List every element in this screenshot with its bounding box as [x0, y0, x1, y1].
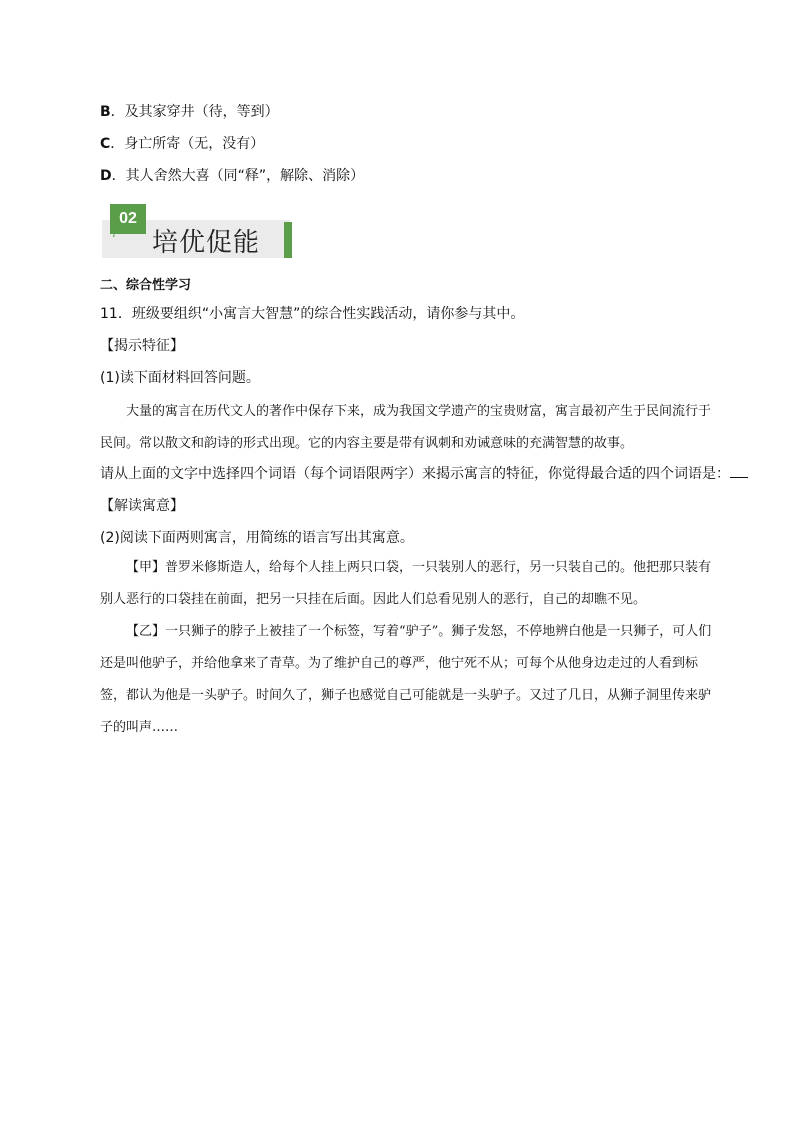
- part2-heading: 【解读寓意】: [100, 498, 184, 514]
- section-heading: 二、综合性学习: [100, 278, 192, 293]
- part1-subquestion: (1)读下面材料回答问题。: [100, 370, 260, 386]
- fable-jia: 【甲】普罗米修斯造人，给每个人挂上两只口袋，一只装别人的恶行，另一只装自己的。他把那只装有别人恶行的口袋挂在前面，把另一只挂在后面。因此人们总看见别人的恶行，自己的却瞧不见。: [100, 560, 712, 607]
- fable-yi: 【乙】一只狮子的脖子上被挂了一个标签，写着“驴子”。狮子发怒，不停地辨白他是一只狮子，可人们还是叫他驴子，并给他拿来了青草。为了维护自己的尊严，他宁死不从；可每个从他身边走过的人看到标签，都认为他是一头驴子。时间久了，狮子也感觉自己可能就是一头驴子。又过了几日，从狮子洞里传来驴子的叫声……: [100, 624, 712, 735]
- option-c: [100, 134, 264, 154]
- banner-hook-icon: ‘: [112, 232, 116, 246]
- option-text: ．身亡所寄（无，没有）: [110, 136, 265, 152]
- option-letter: C: [100, 136, 111, 152]
- part1-heading: 【揭示特征】: [100, 338, 184, 354]
- answer-blank[interactable]: [730, 465, 748, 478]
- part1-passage: 大量的寓言在历代文人的著作中保存下来，成为我国文学遗产的宝贵财富，寓言最初产生于民间流行于民间。常以散文和韵诗的形式出现。它的内容主要是带有讽刺和劝诫意味的充满智慧的故事。: [100, 404, 712, 451]
- option-letter: D: [100, 168, 112, 184]
- option-b: [100, 102, 279, 122]
- banner-accent-bar: [284, 222, 292, 258]
- option-letter: B: [100, 104, 111, 120]
- option-text: ．其人舍然大喜（同“释”，解除、消除）: [111, 168, 365, 184]
- banner-number-badge: 02: [110, 204, 146, 234]
- part2-subquestion: (2)阅读下面两则寓言，用简练的语言写出其寓意。: [100, 530, 414, 546]
- part1-prompt: [100, 464, 748, 484]
- option-text: ．及其家穿井（待，等到）: [110, 104, 279, 120]
- question-stem: 11．班级要组织“小寓言大智慧”的综合性实践活动，请你参与其中。: [100, 306, 525, 322]
- section-banner: [100, 204, 296, 260]
- banner-title: 培优促能: [152, 228, 261, 258]
- part1-prompt-text: 请从上面的文字中选择四个词语（每个词语限两字）来揭示寓言的特征，你觉得最合适的四个词语是：: [100, 466, 730, 482]
- option-d: [100, 166, 364, 186]
